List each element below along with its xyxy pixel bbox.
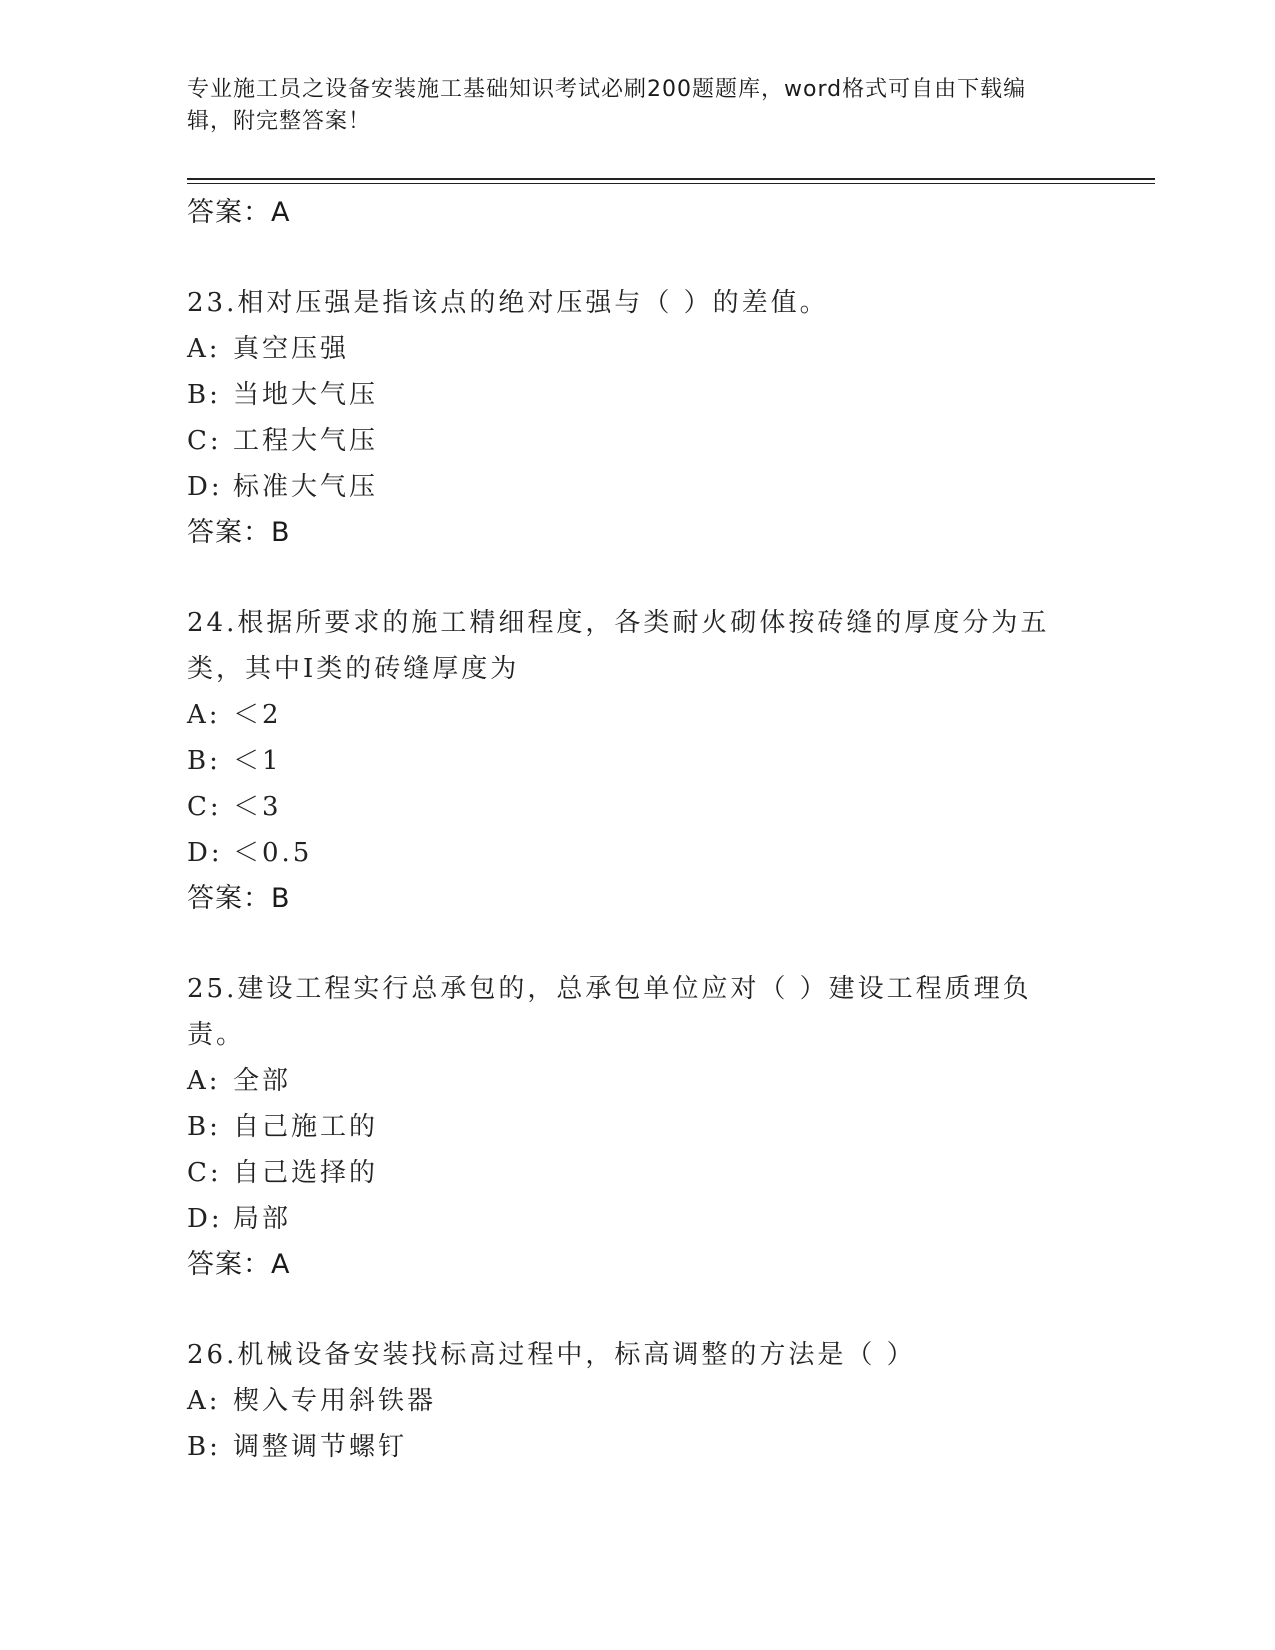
answer-line: 答案：B — [187, 517, 291, 548]
question-24 — [187, 600, 1087, 922]
option-text: ＜0.5 — [233, 838, 313, 868]
question-stem: 26.机械设备安装找标高过程中，标高调整的方法是（ ） — [187, 1340, 916, 1370]
option-c — [187, 418, 1087, 464]
question-26 — [187, 1332, 1087, 1470]
option-d — [187, 1196, 1087, 1242]
option-letter: C: — [187, 426, 222, 456]
header-title: 专业施工员之设备安装施工基础知识考试必刷200题题库，word格式可自由下载编辑，附完整答案！ — [187, 77, 1027, 134]
option-letter: A: — [187, 700, 221, 730]
option-letter: D: — [187, 472, 223, 502]
option-c — [187, 784, 1087, 830]
option-letter: B: — [187, 746, 221, 776]
header-divider-thick — [187, 178, 1155, 180]
option-text: 当地大气压 — [233, 380, 379, 410]
option-a — [187, 1058, 1087, 1104]
option-letter: A: — [187, 1386, 221, 1416]
question-25 — [187, 966, 1087, 1288]
option-a — [187, 1378, 1087, 1424]
option-b — [187, 1424, 1087, 1470]
option-text: 调整调节螺钉 — [233, 1432, 408, 1462]
option-b — [187, 372, 1087, 418]
header-divider-thin — [187, 183, 1155, 184]
question-stem: 23.相对压强是指该点的绝对压强与（ ）的差值。 — [187, 288, 829, 318]
option-letter: D: — [187, 1204, 223, 1234]
option-letter: C: — [187, 1158, 222, 1188]
option-d — [187, 830, 1087, 876]
option-a — [187, 692, 1087, 738]
question-stem: 24.根据所要求的施工精细程度，各类耐火砌体按砖缝的厚度分为五类，其中Ⅰ类的砖缝厚度为 — [187, 608, 1050, 684]
option-text: 标准大气压 — [233, 472, 379, 502]
question-stem: 25.建设工程实行总承包的，总承包单位应对（ ）建设工程质理负责。 — [187, 974, 1032, 1050]
answer-line: 答案：A — [187, 1249, 291, 1280]
option-letter: B: — [187, 1432, 221, 1462]
option-text: 自己施工的 — [233, 1112, 379, 1142]
option-letter: B: — [187, 380, 221, 410]
option-text: ＜2 — [233, 700, 282, 730]
option-text: 真空压强 — [233, 334, 350, 364]
option-letter: C: — [187, 792, 222, 822]
document-body — [187, 190, 1087, 1470]
option-c — [187, 1150, 1087, 1196]
question-23 — [187, 280, 1087, 556]
option-letter: A: — [187, 334, 221, 364]
option-b — [187, 738, 1087, 784]
option-text: 楔入专用斜铁器 — [233, 1386, 437, 1416]
page-header — [187, 74, 1067, 138]
option-text: 自己选择的 — [233, 1158, 379, 1188]
answer-line: 答案：A — [187, 197, 291, 228]
answer-line: 答案：B — [187, 883, 291, 914]
option-b — [187, 1104, 1087, 1150]
option-text: ＜1 — [233, 746, 282, 776]
option-letter: D: — [187, 838, 223, 868]
option-text: 局部 — [233, 1204, 292, 1234]
option-text: 全部 — [233, 1066, 292, 1096]
option-text: 工程大气压 — [233, 426, 379, 456]
option-a — [187, 326, 1087, 372]
option-letter: B: — [187, 1112, 221, 1142]
option-text: ＜3 — [233, 792, 282, 822]
option-letter: A: — [187, 1066, 221, 1096]
option-d — [187, 464, 1087, 510]
